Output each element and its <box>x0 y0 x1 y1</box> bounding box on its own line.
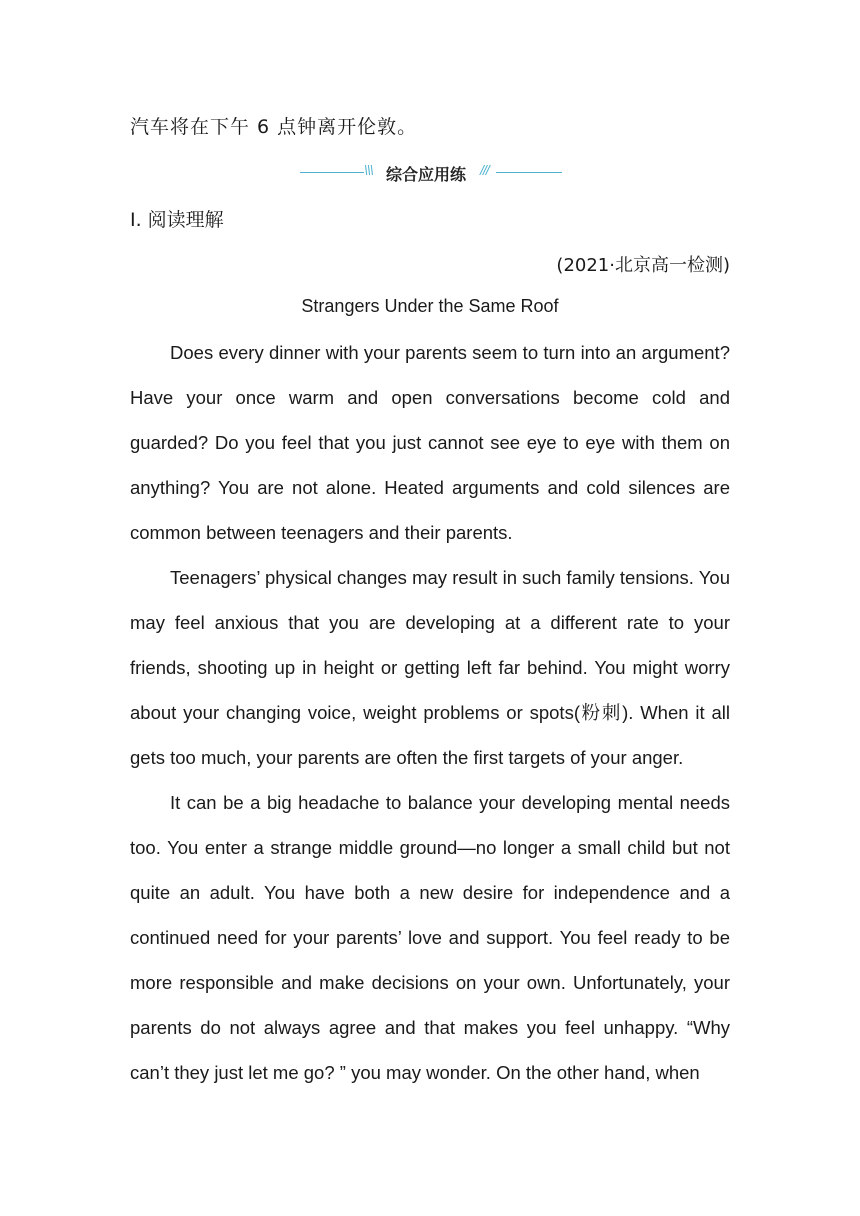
section-banner <box>300 160 562 186</box>
reading-passage <box>130 330 730 1095</box>
paragraph: Teenagers’ physical changes may result in such family tensions. You may feel anxious that you are developing at a different rate to your friends, shooting up in height or getting left far behind. You might worry about your changing voice, weight problems or spots(粉刺). When it all gets too much, your parents are often the first targets of your anger. <box>130 567 730 768</box>
paragraph: It can be a big headache to balance your developing mental needs too. You enter a strange middle ground—no longer a small child but not quite an adult. You have both a new desire for independence and a continued need for your parents’ love and support. You feel ready to be more responsible and make decisions on your own. Unfortunately, your parents do not always agree and that makes you feel unhappy. “Why can’t they just let me go? ” you may wonder. On the other hand, when <box>130 792 730 1083</box>
source-note: (2021·北京高一检测) <box>556 255 730 276</box>
banner-rule-right <box>496 172 562 173</box>
paragraph: Does every dinner with your parents seem to turn into an argument? Have your once warm and open conversations become cold and guarded? Do you feel that you just cannot see eye to eye with them on anything? You are not alone. Heated arguments and cold silences are common between teenagers and their parents. <box>130 342 730 543</box>
banner-slash-right: /// <box>480 162 489 178</box>
article-title: Strangers Under the Same Roof <box>301 296 559 316</box>
section-heading: Ⅰ. 阅读理解 <box>130 209 224 231</box>
banner-rule-left <box>300 172 364 173</box>
section-banner-label: 综合应用练 <box>386 165 467 184</box>
previous-answer-line: 汽车将在下午 6 点钟离开伦敦。 <box>130 116 418 138</box>
banner-slash-left: \\\ <box>364 162 373 178</box>
